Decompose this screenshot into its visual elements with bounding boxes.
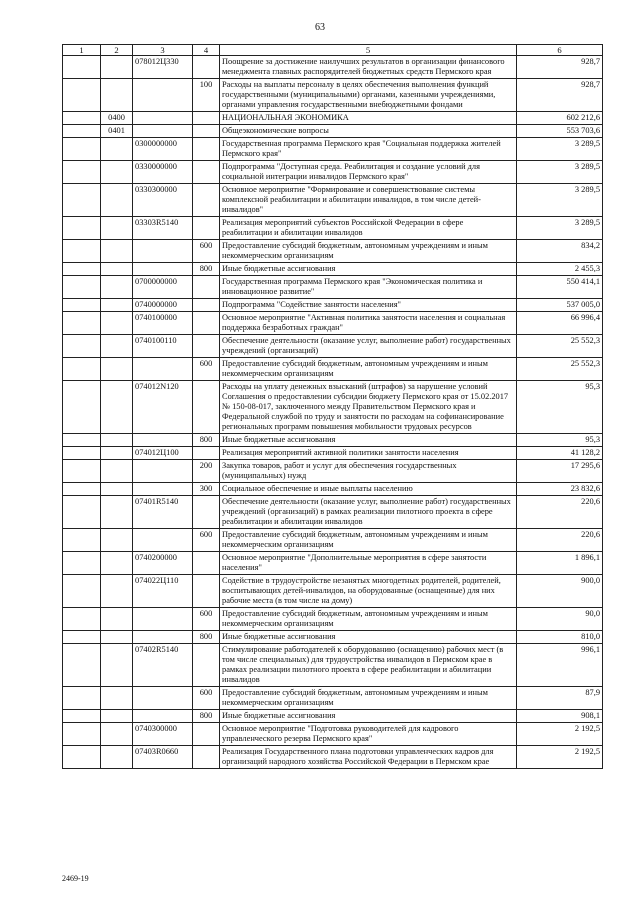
description-cell: Расходы на выплаты персоналу в целях обеспечения выполнения функций государственными (муниципальными) органами, казенными учреждениями, органами управления государственными внебюджетными фондами [220,79,517,112]
target-article-cell: 074012Ц100 [133,447,193,460]
table-row [63,710,603,723]
amount-cell: 2 455,3 [517,263,603,276]
amount-cell: 550 414,1 [517,276,603,299]
amount-cell: 220,6 [517,496,603,529]
description-cell: Закупка товаров, работ и услуг для обеспечения государственных (муниципальных) нужд [220,460,517,483]
amount-cell: 2 192,5 [517,723,603,746]
column-header: 6 [517,45,603,56]
amount-cell: 3 289,5 [517,161,603,184]
amount-cell: 537 005,0 [517,299,603,312]
target-article-cell: 0740100110 [133,335,193,358]
table-row [63,447,603,460]
target-article-cell [133,240,193,263]
expense-type-cell: 100 [193,79,220,112]
expense-type-cell: 600 [193,529,220,552]
target-article-cell [133,263,193,276]
description-cell: Предоставление субсидий бюджетным, автономным учреждениям и иным некоммерческим организациям [220,358,517,381]
description-cell: Социальное обеспечение и иные выплаты населению [220,483,517,496]
expense-type-cell: 200 [193,460,220,483]
target-article-cell: 0300000000 [133,138,193,161]
subsection-cell [101,217,133,240]
table-body [63,56,603,769]
subsection-cell [101,79,133,112]
section-cell [63,483,101,496]
expense-type-cell: 600 [193,358,220,381]
section-cell [63,56,101,79]
amount-cell: 908,1 [517,710,603,723]
table-row [63,358,603,381]
description-cell: Основное мероприятие "Дополнительные мероприятия в сфере занятости населения" [220,552,517,575]
expense-type-cell [193,746,220,769]
expense-type-cell [193,161,220,184]
section-cell [63,575,101,608]
table-row [63,460,603,483]
section-cell [63,608,101,631]
target-article-cell [133,483,193,496]
amount-cell: 834,2 [517,240,603,263]
expense-type-cell [193,56,220,79]
table-row [63,575,603,608]
amount-cell: 928,7 [517,56,603,79]
amount-cell: 3 289,5 [517,138,603,161]
expense-type-cell [193,138,220,161]
description-cell: Государственная программа Пермского края "Социальная поддержка жителей Пермского края" [220,138,517,161]
section-cell [63,644,101,687]
table-row [63,240,603,263]
table-row [63,184,603,217]
subsection-cell [101,644,133,687]
amount-cell: 928,7 [517,79,603,112]
subsection-cell: 0401 [101,125,133,138]
target-article-cell: 07401R5140 [133,496,193,529]
budget-table [62,44,603,769]
subsection-cell [101,631,133,644]
amount-cell: 25 552,3 [517,335,603,358]
target-article-cell: 0700000000 [133,276,193,299]
target-article-cell [133,529,193,552]
section-cell [63,112,101,125]
section-cell [63,240,101,263]
table-row [63,125,603,138]
table-row [63,335,603,358]
description-cell: Основное мероприятие "Подготовка руководителей для кадрового управленческого резерва Пермского края" [220,723,517,746]
table-row [63,552,603,575]
description-cell: Реализация мероприятий субъектов Российской Федерации в сфере реабилитации и абилитации инвалидов [220,217,517,240]
target-article-cell [133,608,193,631]
column-header: 4 [193,45,220,56]
table-header-row [63,45,603,56]
description-cell: Обеспечение деятельности (оказание услуг, выполнение работ) государственных учреждений (организаций) в рамках реализации пилотного проекта в сфере реабилитации и абилитации инвалидов [220,496,517,529]
subsection-cell [101,496,133,529]
section-cell [63,746,101,769]
target-article-cell [133,79,193,112]
amount-cell: 95,3 [517,434,603,447]
expense-type-cell: 800 [193,710,220,723]
expense-type-cell [193,276,220,299]
amount-cell: 900,0 [517,575,603,608]
subsection-cell [101,447,133,460]
subsection-cell [101,263,133,276]
subsection-cell [101,710,133,723]
subsection-cell [101,240,133,263]
section-cell [63,79,101,112]
subsection-cell [101,161,133,184]
expense-type-cell [193,217,220,240]
expense-type-cell [193,552,220,575]
table-row [63,496,603,529]
column-header: 5 [220,45,517,56]
section-cell [63,263,101,276]
target-article-cell [133,112,193,125]
table-row [63,529,603,552]
table-row [63,56,603,79]
expense-type-cell: 800 [193,434,220,447]
subsection-cell [101,552,133,575]
expense-type-cell: 800 [193,263,220,276]
subsection-cell [101,184,133,217]
amount-cell: 2 192,5 [517,746,603,769]
section-cell [63,460,101,483]
subsection-cell [101,56,133,79]
amount-cell: 1 896,1 [517,552,603,575]
section-cell [63,687,101,710]
amount-cell: 41 128,2 [517,447,603,460]
target-article-cell: 0740200000 [133,552,193,575]
section-cell [63,312,101,335]
target-article-cell [133,125,193,138]
subsection-cell [101,335,133,358]
subsection-cell [101,381,133,434]
target-article-cell: 0330000000 [133,161,193,184]
section-cell [63,217,101,240]
expense-type-cell [193,496,220,529]
description-cell: Государственная программа Пермского края "Экономическая политика и инновационное развитие" [220,276,517,299]
table-row [63,631,603,644]
description-cell: Предоставление субсидий бюджетным, автономным учреждениям и иным некоммерческим организациям [220,687,517,710]
target-article-cell: 07402R5140 [133,644,193,687]
description-cell: Реализация мероприятий активной политики занятости населения [220,447,517,460]
amount-cell: 95,3 [517,381,603,434]
target-article-cell: 0740100000 [133,312,193,335]
expense-type-cell [193,125,220,138]
table-row [63,263,603,276]
target-article-cell [133,434,193,447]
section-cell [63,710,101,723]
expense-type-cell [193,381,220,434]
amount-cell: 25 552,3 [517,358,603,381]
target-article-cell: 074022Ц110 [133,575,193,608]
section-cell [63,723,101,746]
section-cell [63,276,101,299]
description-cell: Основное мероприятие "Активная политика занятости населения и социальная поддержка безработных граждан" [220,312,517,335]
section-cell [63,447,101,460]
amount-cell: 810,0 [517,631,603,644]
table-row [63,138,603,161]
section-cell [63,496,101,529]
section-cell [63,125,101,138]
target-article-cell: 074012N120 [133,381,193,434]
description-cell: Иные бюджетные ассигнования [220,263,517,276]
description-cell: Иные бюджетные ассигнования [220,434,517,447]
section-cell [63,529,101,552]
expense-type-cell [193,335,220,358]
expense-type-cell: 600 [193,240,220,263]
section-cell [63,434,101,447]
subsection-cell [101,746,133,769]
amount-cell: 90,0 [517,608,603,631]
amount-cell: 17 295,6 [517,460,603,483]
section-cell [63,631,101,644]
column-header: 2 [101,45,133,56]
target-article-cell [133,710,193,723]
subsection-cell [101,138,133,161]
description-cell: Подпрограмма "Доступная среда. Реабилитация и создание условий для социальной интеграции инвалидов Пермского края" [220,161,517,184]
table-row [63,434,603,447]
section-cell [63,161,101,184]
description-cell: Подпрограмма "Содействие занятости населения" [220,299,517,312]
target-article-cell: 0740300000 [133,723,193,746]
table-row [63,299,603,312]
table-row [63,746,603,769]
description-cell: Общеэкономические вопросы [220,125,517,138]
description-cell: НАЦИОНАЛЬНАЯ ЭКОНОМИКА [220,112,517,125]
page-number: 63 [315,22,325,33]
subsection-cell [101,608,133,631]
amount-cell: 23 832,6 [517,483,603,496]
table-row [63,276,603,299]
expense-type-cell [193,184,220,217]
expense-type-cell: 600 [193,687,220,710]
subsection-cell [101,483,133,496]
expense-type-cell [193,644,220,687]
subsection-cell [101,575,133,608]
amount-cell: 3 289,5 [517,184,603,217]
description-cell: Реализация Государственного плана подготовки управленческих кадров для организаций народного хозяйства Российской Федерации в Пермском крае [220,746,517,769]
expense-type-cell: 300 [193,483,220,496]
description-cell: Поощрение за достижение наилучших результатов в организации финансового менеджмента главных распорядителей бюджетных средств Пермского края [220,56,517,79]
target-article-cell [133,358,193,381]
subsection-cell [101,299,133,312]
section-cell [63,184,101,217]
description-cell: Иные бюджетные ассигнования [220,631,517,644]
subsection-cell [101,276,133,299]
table-row [63,79,603,112]
target-article-cell [133,460,193,483]
description-cell: Предоставление субсидий бюджетным, автономным учреждениям и иным некоммерческим организациям [220,608,517,631]
target-article-cell: 078012Ц330 [133,56,193,79]
description-cell: Предоставление субсидий бюджетным, автономным учреждениям и иным некоммерческим организациям [220,240,517,263]
target-article-cell: 0330300000 [133,184,193,217]
subsection-cell [101,723,133,746]
amount-cell: 220,6 [517,529,603,552]
expense-type-cell [193,112,220,125]
table-row [63,723,603,746]
section-cell [63,358,101,381]
section-cell [63,552,101,575]
description-cell: Основное мероприятие "Формирование и совершенствование системы комплексной реабилитации и абилитации инвалидов, в том числе детей-инвалидов" [220,184,517,217]
table-row [63,644,603,687]
subsection-cell [101,529,133,552]
table-row [63,161,603,184]
table-row [63,217,603,240]
amount-cell: 3 289,5 [517,217,603,240]
expense-type-cell [193,299,220,312]
section-cell [63,381,101,434]
column-header: 3 [133,45,193,56]
section-cell [63,335,101,358]
expense-type-cell: 600 [193,608,220,631]
expense-type-cell [193,447,220,460]
subsection-cell [101,358,133,381]
table-row [63,112,603,125]
section-cell [63,138,101,161]
expense-type-cell [193,575,220,608]
subsection-cell [101,460,133,483]
expense-type-cell: 800 [193,631,220,644]
subsection-cell [101,312,133,335]
footer-code: 2469-19 [62,874,89,883]
target-article-cell [133,687,193,710]
amount-cell: 602 212,6 [517,112,603,125]
description-cell: Стимулирование работодателей к оборудованию (оснащению) рабочих мест (в том числе специальных) для трудоустройства инвалидов в Пермском крае в рамках реализации пилотного проекта в сфере реабилитации и абилитации инвалидов [220,644,517,687]
description-cell: Содействие в трудоустройстве незанятых многодетных родителей, родителей, воспитывающих детей-инвалидов, на оборудованные (оснащенные) для них рабочие места (в том числе на дому) [220,575,517,608]
table-row [63,608,603,631]
expense-type-cell [193,312,220,335]
description-cell: Иные бюджетные ассигнования [220,710,517,723]
target-article-cell [133,631,193,644]
amount-cell: 996,1 [517,644,603,687]
amount-cell: 66 996,4 [517,312,603,335]
subsection-cell [101,434,133,447]
description-cell: Обеспечение деятельности (оказание услуг, выполнение работ) государственных учреждений (организаций) [220,335,517,358]
table-row [63,687,603,710]
description-cell: Предоставление субсидий бюджетным, автономным учреждениям и иным некоммерческим организациям [220,529,517,552]
section-cell [63,299,101,312]
target-article-cell: 07403R0660 [133,746,193,769]
table-row [63,312,603,335]
amount-cell: 553 703,6 [517,125,603,138]
table-row [63,381,603,434]
column-header: 1 [63,45,101,56]
description-cell: Расходы на уплату денежных взысканий (штрафов) за нарушение условий Соглашения о предоставлении субсидии бюджету Пермского края от 15.02.2017 № 150-08-017, заключенного между Правительством Пермского края и Федеральной службой по труду и занятости по расходам на софинансирование региональных программ повышения мобильности трудовых ресурсов [220,381,517,434]
subsection-cell: 0400 [101,112,133,125]
amount-cell: 87,9 [517,687,603,710]
expense-type-cell [193,723,220,746]
target-article-cell: 0740000000 [133,299,193,312]
target-article-cell: 03303R5140 [133,217,193,240]
subsection-cell [101,687,133,710]
table-row [63,483,603,496]
